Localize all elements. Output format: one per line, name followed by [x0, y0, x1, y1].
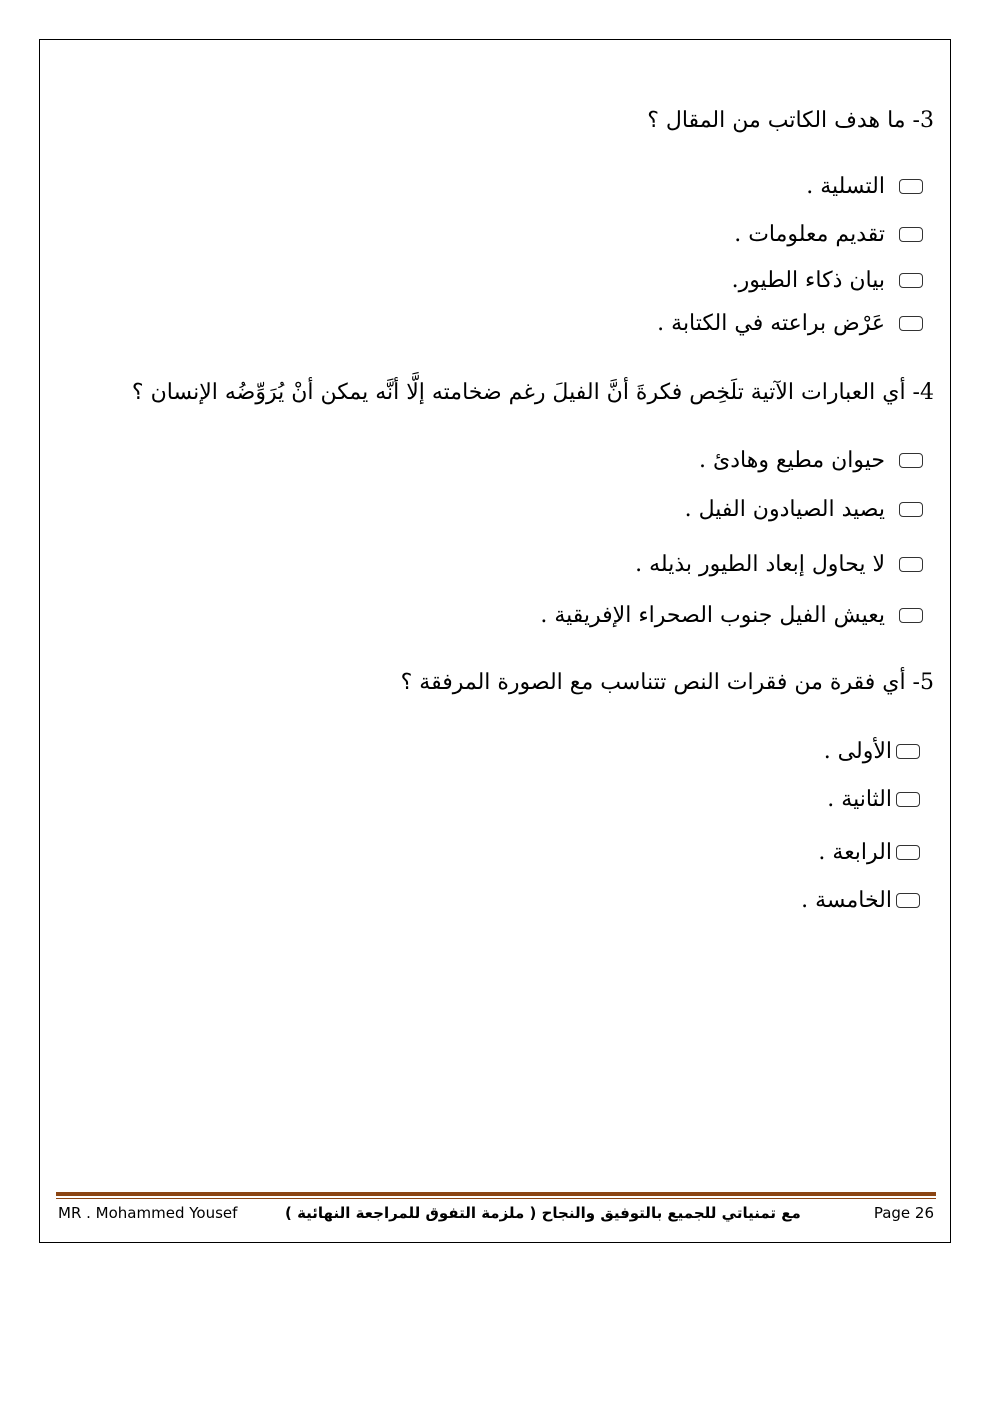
- q3-option-3[interactable]: [732, 268, 923, 293]
- q5-option-1[interactable]: [824, 739, 920, 764]
- q4-option-2-label: يصيد الصيادون الفيل .: [684, 497, 885, 522]
- q5-option-3[interactable]: [818, 840, 920, 865]
- checkbox-icon[interactable]: [896, 893, 920, 908]
- q5-option-2-label: الثانية .: [827, 787, 892, 812]
- q4-option-4-label: يعيش الفيل جنوب الصحراء الإفريقية .: [540, 603, 885, 628]
- footer-author: MR . Mohammed Yousef: [58, 1204, 238, 1222]
- checkbox-icon[interactable]: [899, 502, 923, 517]
- q5-option-3-label: الرابعة .: [818, 840, 892, 865]
- checkbox-icon[interactable]: [899, 273, 923, 288]
- q4-option-3[interactable]: [635, 552, 923, 577]
- q3-option-2-label: تقديم معلومات .: [734, 222, 885, 247]
- checkbox-icon[interactable]: [899, 453, 923, 468]
- q4-option-1[interactable]: [699, 448, 923, 473]
- question-4-text: 4- أي العبارات الآتية تلَخِص فكرةَ أنَّ الفيلَ رغم ضخامته إلَّا أنَّه يمكن أنْ يُرَوِّضُه الإنسان ؟: [131, 380, 934, 405]
- q3-option-3-label: بيان ذكاء الطيور.: [731, 268, 885, 293]
- q3-option-4[interactable]: [657, 311, 923, 336]
- checkbox-icon[interactable]: [896, 792, 920, 807]
- q5-option-4[interactable]: [801, 888, 920, 913]
- q3-option-2[interactable]: [734, 222, 923, 247]
- footer-page-number: Page 26: [873, 1204, 934, 1222]
- q4-option-1-label: حيوان مطيع وهادئ .: [699, 448, 885, 473]
- checkbox-icon[interactable]: [899, 179, 923, 194]
- q5-option-2[interactable]: [827, 787, 920, 812]
- checkbox-icon[interactable]: [899, 316, 923, 331]
- q5-option-1-label: الأولى .: [823, 739, 892, 764]
- q4-option-4[interactable]: [540, 603, 923, 628]
- checkbox-icon[interactable]: [899, 608, 923, 623]
- checkbox-icon[interactable]: [896, 845, 920, 860]
- page-border: [39, 39, 951, 1243]
- q5-option-4-label: الخامسة .: [801, 888, 892, 913]
- question-3-text: 3- ما هدف الكاتب من المقال ؟: [647, 108, 934, 133]
- footer-divider: [56, 1192, 936, 1196]
- q4-option-2[interactable]: [685, 497, 923, 522]
- q3-option-1-label: التسلية .: [806, 174, 885, 199]
- checkbox-icon[interactable]: [899, 557, 923, 572]
- q4-option-3-label: لا يحاول إبعاد الطيور بذيله .: [635, 552, 885, 577]
- q3-option-4-label: عَرْض براعته في الكتابة .: [657, 311, 885, 336]
- q3-option-1[interactable]: [806, 174, 923, 199]
- footer-divider-thin: [56, 1198, 936, 1199]
- footer-center-text: مع تمنياتي للجميع بالتوفيق والنجاح ( ملزمة التفوق للمراجعة النهائية ): [285, 1204, 801, 1222]
- checkbox-icon[interactable]: [896, 744, 920, 759]
- question-5-text: 5- أي فقرة من فقرات النص تتناسب مع الصورة المرفقة ؟: [400, 670, 934, 695]
- checkbox-icon[interactable]: [899, 227, 923, 242]
